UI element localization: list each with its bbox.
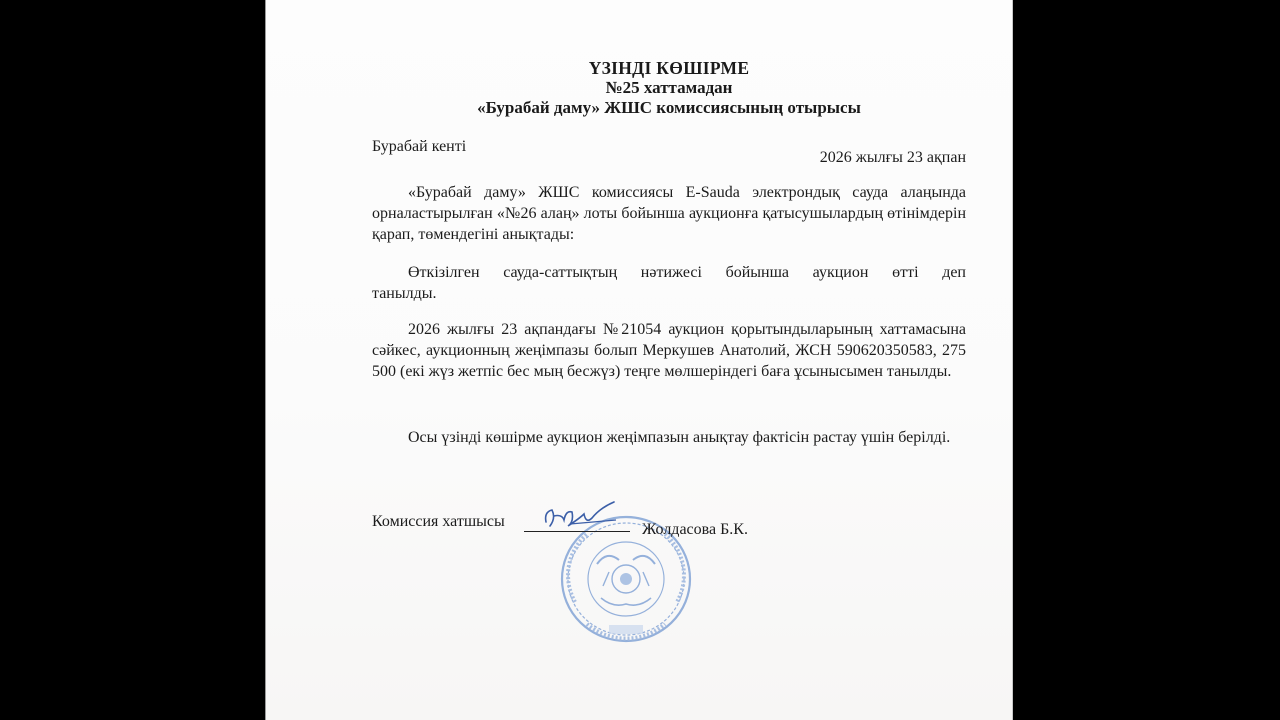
handwritten-signature-icon bbox=[540, 500, 620, 534]
heading-title: ҮЗІНДІ КӨШІРМЕ bbox=[588, 58, 750, 78]
paragraph-3: 2026 жылғы 23 ақпандағы №21054 аукцион қорытындыларының хаттамасына сәйкес, аукционның жеңімпазы болып Меркушев Анатолий, ЖСН 590620350583, 275 500 (екі жүз жетпіс бес мың бесжүз) теңге мөлшеріндегі баға ұсынысымен танылды. bbox=[372, 321, 966, 380]
signature-label: Комиссия хатшысы bbox=[372, 513, 505, 530]
document-page bbox=[265, 0, 1013, 720]
signatory-name: Жолдасова Б.К. bbox=[642, 521, 748, 538]
heading-meeting: «Бурабай даму» ЖШС комиссиясының отырысы bbox=[477, 98, 861, 117]
date: 2026 жылғы 23 ақпан bbox=[819, 149, 966, 166]
document-heading bbox=[372, 58, 966, 118]
paragraph-1: «Бурабай даму» ЖШС комиссиясы E-Sauda электрондық сауда алаңында орналастырылған «№26 алаң» лоты бойынша аукционға қатысушылардың өтінімдерін қарап, төмендегіні анықтады: bbox=[372, 184, 966, 243]
heading-protocol-number: №25 хаттамадан bbox=[605, 78, 733, 97]
signature-block bbox=[372, 510, 966, 550]
paragraph-2: Өткізілген сауда-саттықтың нәтижесі бойынша аукцион өтті деп танылды. bbox=[372, 264, 966, 302]
place: Бурабай кенті bbox=[372, 138, 467, 155]
paragraph-4: Осы үзінді көшірме аукцион жеңімпазын анықтау фактісін растау үшін берілді. bbox=[408, 429, 951, 446]
